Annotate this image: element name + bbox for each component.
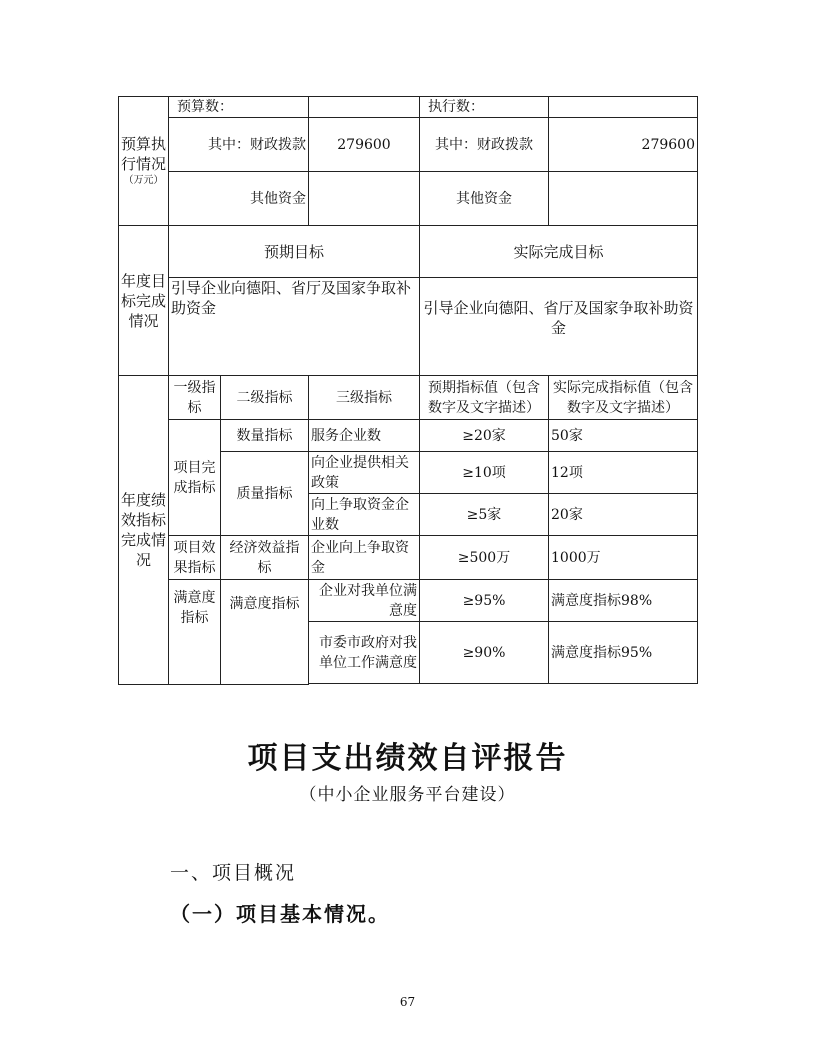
actual-row-3: 20家 bbox=[549, 494, 698, 536]
fiscal-label-budget: 其中：财政拨款 bbox=[169, 118, 309, 172]
execution-amount-label: 执行数： bbox=[420, 97, 549, 118]
expected-row-5: ≥95% bbox=[420, 580, 549, 622]
budget-section-text: 预算执行情况 bbox=[121, 135, 167, 173]
level3-row-5: 企业对我单位满意度 bbox=[309, 580, 420, 622]
level3-row-1: 服务企业数 bbox=[309, 420, 420, 452]
budget-section-label bbox=[119, 97, 169, 226]
actual-goal-text: 引导企业向德阳、省厅及国家争取补助资金 bbox=[420, 278, 698, 376]
group-project-effect: 项目效果指标 bbox=[169, 536, 221, 580]
fiscal-label-execution: 其中：财政拨款 bbox=[420, 118, 549, 172]
actual-row-4: 1000万 bbox=[549, 536, 698, 580]
group-satisfaction: 满意度指标 bbox=[169, 580, 221, 685]
expected-value-header: 预期指标值（包含数字及文字描述） bbox=[420, 376, 549, 420]
fiscal-budget-value: 279600 bbox=[309, 118, 420, 172]
level3-row-3: 向上争取资金企业数 bbox=[309, 494, 420, 536]
level3-row-6: 市委市政府对我单位工作满意度 bbox=[309, 622, 420, 684]
level2-quantity: 数量指标 bbox=[221, 420, 309, 452]
execution-amount-value bbox=[549, 97, 698, 118]
level1-header: 一级指标 bbox=[169, 376, 221, 420]
level2-quality: 质量指标 bbox=[221, 452, 309, 536]
expected-row-4: ≥500万 bbox=[420, 536, 549, 580]
budget-amount-label: 预算数： bbox=[169, 97, 309, 118]
level3-row-2: 向企业提供相关政策 bbox=[309, 452, 420, 494]
expected-row-3: ≥5家 bbox=[420, 494, 549, 536]
expected-goal-header: 预期目标 bbox=[169, 226, 420, 278]
other-funds-label-execution: 其他资金 bbox=[420, 172, 549, 226]
page-number: 67 bbox=[399, 995, 416, 1009]
report-subtitle: （中小企业服务平台建设） bbox=[299, 785, 516, 805]
actual-row-1: 50家 bbox=[549, 420, 698, 452]
level2-header: 二级指标 bbox=[221, 376, 309, 420]
expected-row-2: ≥10项 bbox=[420, 452, 549, 494]
annual-goal-section-label: 年度目标完成情况 bbox=[119, 226, 169, 376]
subsection-heading-basic: （一）项目基本情况。 bbox=[170, 902, 390, 926]
level3-row-4: 企业向上争取资金 bbox=[309, 536, 420, 580]
expected-row-1: ≥20家 bbox=[420, 420, 549, 452]
budget-unit: （万元） bbox=[123, 175, 164, 186]
performance-table bbox=[118, 96, 698, 685]
section-heading-overview: 一、项目概况 bbox=[170, 862, 297, 884]
other-funds-label-budget: 其他资金 bbox=[169, 172, 309, 226]
expected-goal-text: 引导企业向德阳、省厅及国家争取补助资金 bbox=[169, 278, 420, 376]
fiscal-execution-value: 279600 bbox=[549, 118, 698, 172]
report-title: 项目支出绩效自评报告 bbox=[247, 741, 568, 776]
actual-row-2: 12项 bbox=[549, 452, 698, 494]
budget-amount-value bbox=[309, 97, 420, 118]
level2-economic: 经济效益指标 bbox=[221, 536, 309, 580]
level3-header: 三级指标 bbox=[309, 376, 420, 420]
actual-row-5: 满意度指标98% bbox=[549, 580, 698, 622]
actual-row-6: 满意度指标95% bbox=[549, 622, 698, 684]
other-funds-execution-value bbox=[549, 172, 698, 226]
actual-goal-header: 实际完成目标 bbox=[420, 226, 698, 278]
level2-satisfaction: 满意度指标 bbox=[221, 580, 309, 685]
group-project-completion: 项目完成指标 bbox=[169, 420, 221, 536]
expected-row-6: ≥90% bbox=[420, 622, 549, 684]
other-funds-budget-value bbox=[309, 172, 420, 226]
actual-value-header: 实际完成指标值（包含数字及文字描述） bbox=[549, 376, 698, 420]
indicators-section-label: 年度绩效指标完成情况 bbox=[119, 376, 169, 685]
